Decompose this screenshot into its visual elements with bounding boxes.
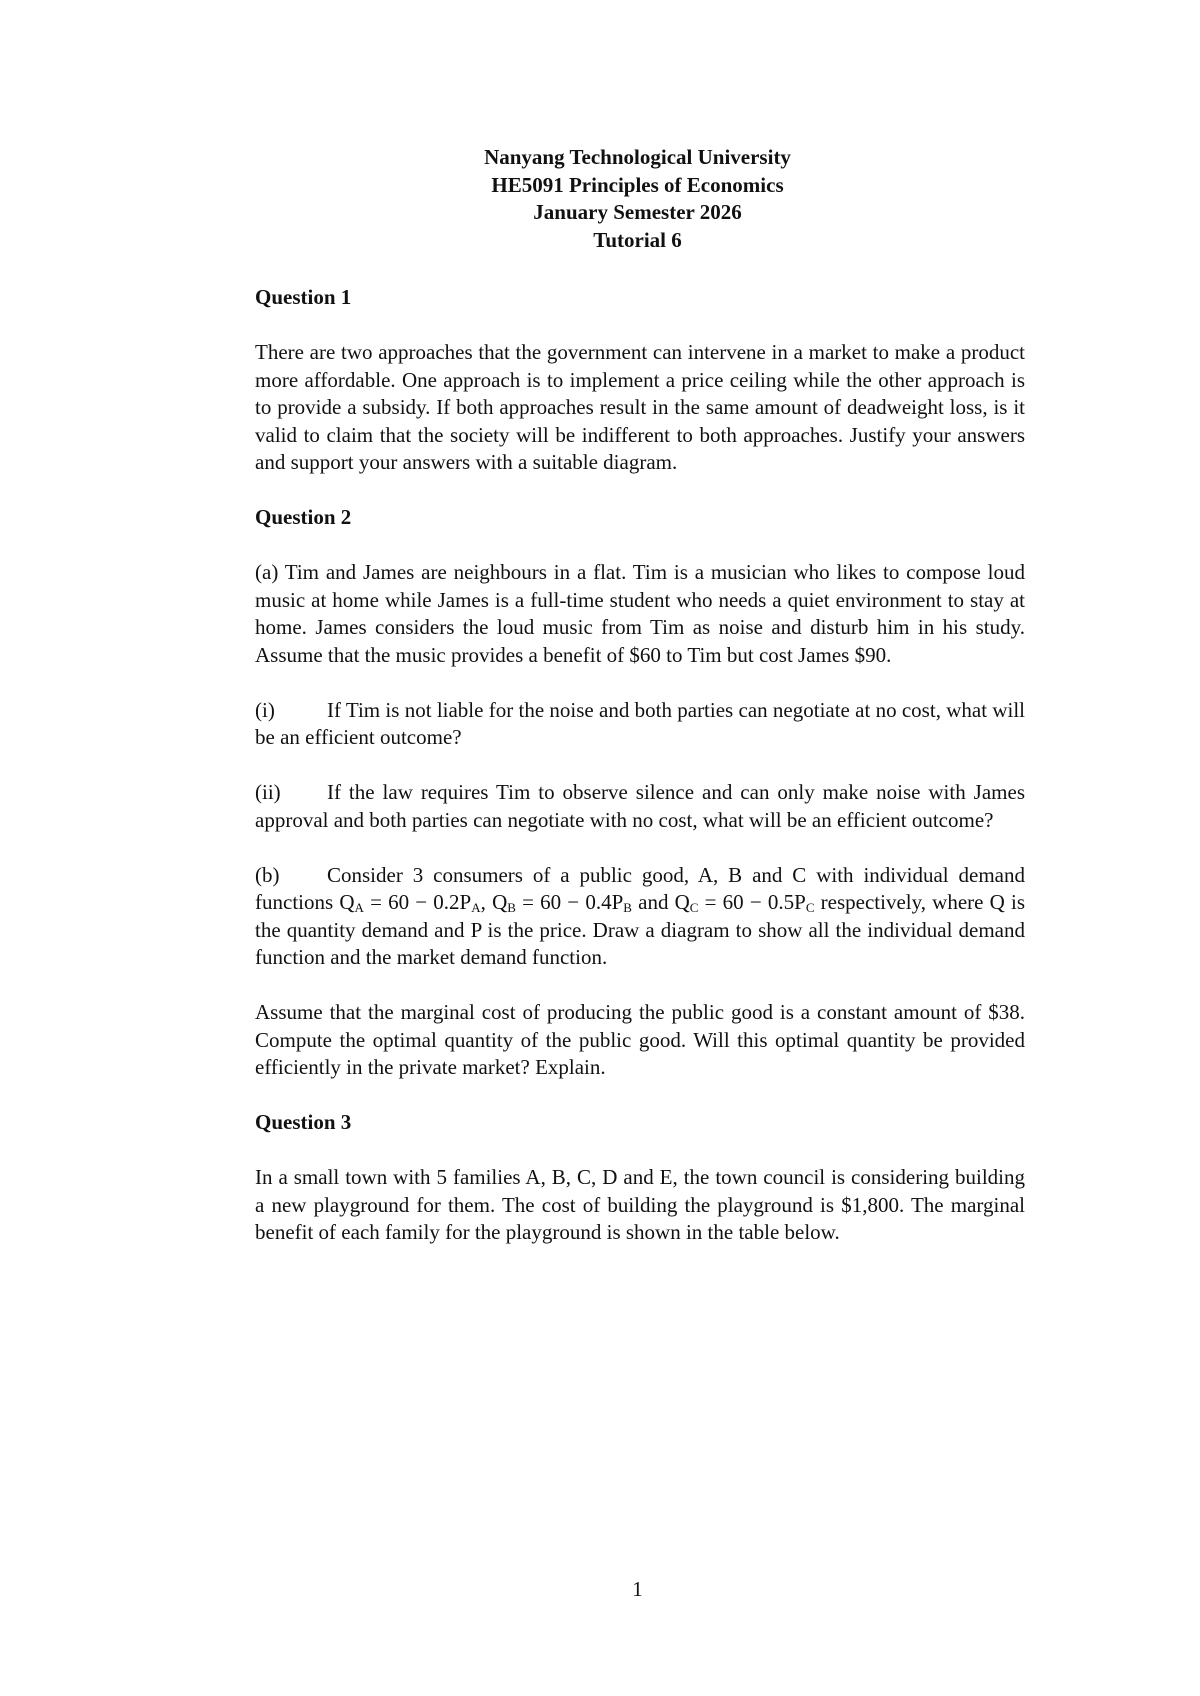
question-3-heading: Question 3 bbox=[255, 1110, 352, 1134]
question-2-heading: Question 2 bbox=[255, 505, 352, 529]
part-b-label: (b) bbox=[255, 862, 280, 887]
question-1-heading: Question 1 bbox=[255, 285, 352, 309]
semester-label: January Semester 2026 bbox=[533, 200, 742, 224]
question-2a-text: (a) Tim and James are neighbours in a flat. Tim is a musician who likes to compose loud music at home while James is a full-time student who needs a quiet environment to stay at home. James considers the loud music from Tim as noise and disturb him in his study. Assume that the music provides a benefit of $60 to Tim but cost James $90. bbox=[255, 560, 1025, 667]
course-title: HE5091 Principles of Economics bbox=[491, 172, 784, 197]
question-1-text: There are two approaches that the government can intervene in a market to make a product more affordable. One approach is to implement a price ceiling while the other approach is to provide a subsidy. If both approaches result in the same amount of deadweight loss, is it valid to claim that the society will be indifferent to both approaches. Justify your answers and support your answers with a suitable diagram. bbox=[255, 340, 1025, 474]
question-3-text: In a small town with 5 families A, B, C, D and E, the town council is considering building a new playground for them. The cost of building the playground is $1,800. The marginal benefit of each family for the playground is shown in the table below. bbox=[255, 1165, 1025, 1244]
page-number: 1 bbox=[632, 1577, 643, 1601]
tutorial-label: Tutorial 6 bbox=[593, 227, 682, 252]
question-2b-text: (b) Consider 3 consumers of a public good, A, B and C with individual demand functions $Q_A = 60 - 0.2P_A$, $Q_B = 60 - 0.4P_B$ and $Q_C = 60 - 0.5P_C$ respectively, where Q is the quantity demand and P is the price. Draw a diagram to show all the individual demand function and the market demand function. bbox=[255, 862, 1026, 969]
document-body bbox=[255, 284, 1025, 1247]
part-ii-text: If the law requires Tim to observe silence and can only make noise with James approval and both parties can negotiate with no cost, what will be an efficient outcome? bbox=[255, 780, 1025, 832]
question-2a-ii bbox=[255, 779, 1025, 834]
part-i-text: If Tim is not liable for the noise and both parties can negotiate at no cost, what will be an efficient outcome? bbox=[255, 697, 1025, 749]
document-header bbox=[0, 144, 1200, 254]
part-ii-label: (ii) bbox=[255, 780, 281, 804]
part-i-label: (i) bbox=[255, 697, 275, 722]
question-2a-i bbox=[255, 697, 1025, 752]
question-2b-marginal-cost-text: Assume that the marginal cost of producing the public good is a constant amount of $38. Compute the optimal quantity of the public good. Will this optimal quantity be provided efficiently in the private market? Explain. bbox=[255, 1000, 1025, 1079]
university-name: Nanyang Technological University bbox=[484, 145, 791, 169]
